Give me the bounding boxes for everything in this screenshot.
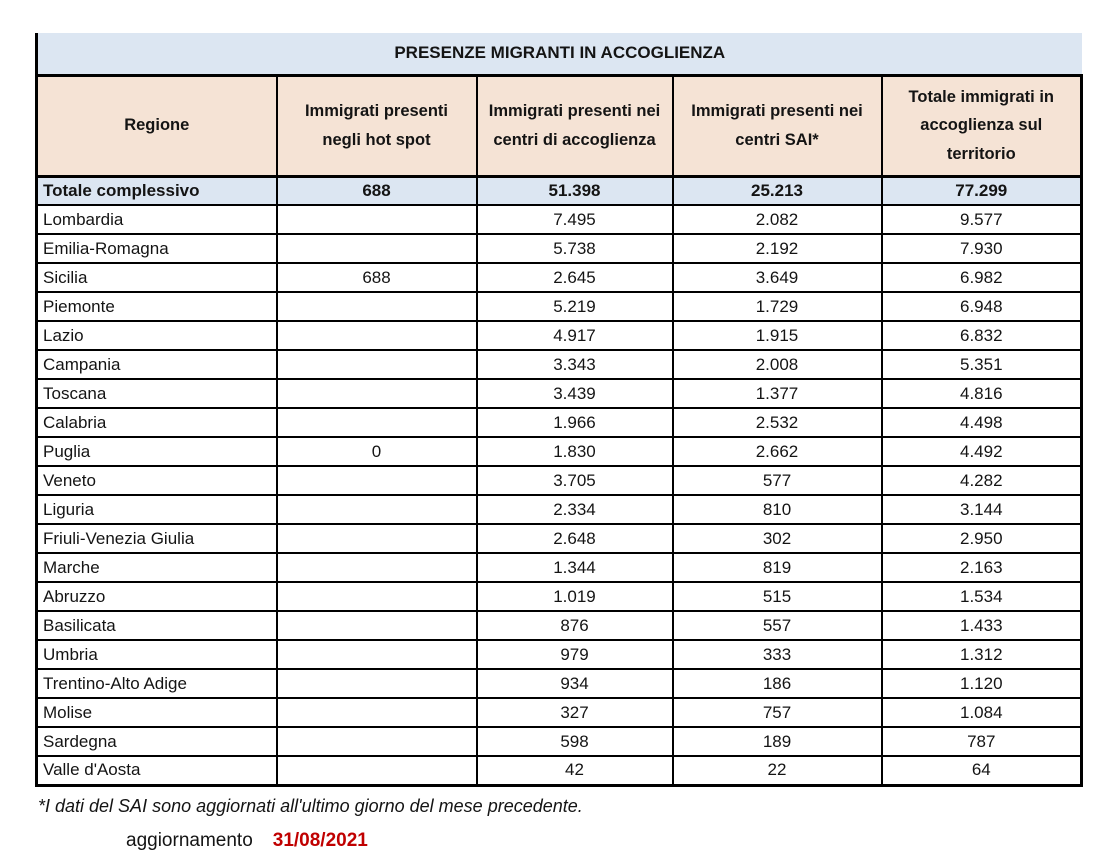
centri-value: 3.343 (477, 350, 673, 379)
table-row (37, 437, 1082, 466)
totale-value: 4.492 (882, 437, 1082, 466)
table-row (37, 379, 1082, 408)
centri-value: 3.439 (477, 379, 673, 408)
migrants-table (35, 33, 1083, 787)
footnote: *I dati del SAI sono aggiornati all'ultimo giorno del mese precedente. (38, 796, 583, 816)
table-row (37, 640, 1082, 669)
hot-spot-value (277, 611, 477, 640)
total-centri-value: 51.398 (477, 176, 673, 205)
hot-spot-value (277, 350, 477, 379)
hot-spot-value (277, 205, 477, 234)
hot-spot-value (277, 553, 477, 582)
sai-value: 2.192 (673, 234, 882, 263)
region-name: Puglia (37, 437, 277, 466)
centri-value: 2.334 (477, 495, 673, 524)
table-row (37, 205, 1082, 234)
sai-value: 189 (673, 727, 882, 756)
centri-value: 5.738 (477, 234, 673, 263)
sai-value: 557 (673, 611, 882, 640)
region-name: Liguria (37, 495, 277, 524)
centri-value: 42 (477, 756, 673, 785)
totale-value: 9.577 (882, 205, 1082, 234)
sai-value: 333 (673, 640, 882, 669)
totale-value: 1.120 (882, 669, 1082, 698)
region-name: Sardegna (37, 727, 277, 756)
totale-value: 2.950 (882, 524, 1082, 553)
hot-spot-value: 688 (277, 263, 477, 292)
hot-spot-value (277, 669, 477, 698)
region-name: Piemonte (37, 292, 277, 321)
sai-value: 2.008 (673, 350, 882, 379)
hot-spot-value (277, 292, 477, 321)
table-row (37, 408, 1082, 437)
totale-value: 6.832 (882, 321, 1082, 350)
region-name: Toscana (37, 379, 277, 408)
totale-value: 1.084 (882, 698, 1082, 727)
sai-value: 1.729 (673, 292, 882, 321)
column-header-regione: Regione (37, 75, 277, 176)
centri-value: 3.705 (477, 466, 673, 495)
table-row (37, 466, 1082, 495)
table-row (37, 582, 1082, 611)
hot-spot-value (277, 582, 477, 611)
hot-spot-value (277, 640, 477, 669)
region-name: Lazio (37, 321, 277, 350)
table-row (37, 669, 1082, 698)
table-row (37, 756, 1082, 785)
total-row-label: Totale complessivo (37, 176, 277, 205)
region-name: Calabria (37, 408, 277, 437)
centri-value: 7.495 (477, 205, 673, 234)
hot-spot-value (277, 466, 477, 495)
totale-value: 6.982 (882, 263, 1082, 292)
totale-value: 5.351 (882, 350, 1082, 379)
sai-value: 819 (673, 553, 882, 582)
sai-value: 1.915 (673, 321, 882, 350)
totale-value: 4.282 (882, 466, 1082, 495)
table-row (37, 698, 1082, 727)
hot-spot-value (277, 524, 477, 553)
totale-value: 6.948 (882, 292, 1082, 321)
centri-value: 1.966 (477, 408, 673, 437)
centri-value: 876 (477, 611, 673, 640)
region-name: Molise (37, 698, 277, 727)
centri-value: 979 (477, 640, 673, 669)
sai-value: 2.532 (673, 408, 882, 437)
centri-value: 1.344 (477, 553, 673, 582)
hot-spot-value (277, 321, 477, 350)
totale-value: 7.930 (882, 234, 1082, 263)
region-name: Sicilia (37, 263, 277, 292)
table-row (37, 234, 1082, 263)
totale-value: 4.498 (882, 408, 1082, 437)
region-name: Basilicata (37, 611, 277, 640)
hot-spot-value (277, 727, 477, 756)
sai-value: 515 (673, 582, 882, 611)
centri-value: 5.219 (477, 292, 673, 321)
column-header-hot-spot: Immigrati presenti negli hot spot (277, 75, 477, 176)
total-sai-value: 25.213 (673, 176, 882, 205)
hot-spot-value (277, 756, 477, 785)
title-row (37, 33, 1082, 75)
update-line (126, 830, 368, 852)
centri-value: 4.917 (477, 321, 673, 350)
sai-value: 186 (673, 669, 882, 698)
totale-value: 3.144 (882, 495, 1082, 524)
region-name: Friuli-Venezia Giulia (37, 524, 277, 553)
sai-value: 2.082 (673, 205, 882, 234)
column-header-totale: Totale immigrati in accoglienza sul territorio (882, 75, 1082, 176)
centri-value: 1.019 (477, 582, 673, 611)
sai-value: 1.377 (673, 379, 882, 408)
table-row (37, 727, 1082, 756)
centri-value: 2.645 (477, 263, 673, 292)
region-name: Campania (37, 350, 277, 379)
sai-value: 22 (673, 756, 882, 785)
region-name: Valle d'Aosta (37, 756, 277, 785)
table-row (37, 553, 1082, 582)
sai-value: 577 (673, 466, 882, 495)
sai-value: 302 (673, 524, 882, 553)
update-date: 31/08/2021 (272, 830, 368, 851)
region-name: Umbria (37, 640, 277, 669)
table-row (37, 524, 1082, 553)
totale-value: 2.163 (882, 553, 1082, 582)
hot-spot-value (277, 379, 477, 408)
centri-value: 598 (477, 727, 673, 756)
table-row (37, 321, 1082, 350)
hot-spot-value: 0 (277, 437, 477, 466)
hot-spot-value (277, 495, 477, 524)
centri-value: 1.830 (477, 437, 673, 466)
centri-value: 327 (477, 698, 673, 727)
region-name: Abruzzo (37, 582, 277, 611)
hot-spot-value (277, 234, 477, 263)
table-row (37, 263, 1082, 292)
sai-value: 810 (673, 495, 882, 524)
region-name: Marche (37, 553, 277, 582)
total-row (37, 176, 1082, 205)
hot-spot-value (277, 698, 477, 727)
table-title: PRESENZE MIGRANTI IN ACCOGLIENZA (37, 33, 1082, 75)
centri-value: 934 (477, 669, 673, 698)
sai-value: 757 (673, 698, 882, 727)
table-row (37, 611, 1082, 640)
sai-value: 2.662 (673, 437, 882, 466)
totale-value: 1.433 (882, 611, 1082, 640)
column-header-centri: Immigrati presenti nei centri di accoglienza (477, 75, 673, 176)
totale-value: 787 (882, 727, 1082, 756)
update-label: aggiornamento (126, 830, 253, 851)
totale-value: 64 (882, 756, 1082, 785)
totale-value: 1.534 (882, 582, 1082, 611)
table-row (37, 495, 1082, 524)
sai-value: 3.649 (673, 263, 882, 292)
table-row (37, 350, 1082, 379)
column-header-sai: Immigrati presenti nei centri SAI* (673, 75, 882, 176)
total-hot-spot-value: 688 (277, 176, 477, 205)
region-name: Lombardia (37, 205, 277, 234)
total-totale-value: 77.299 (882, 176, 1082, 205)
totale-value: 1.312 (882, 640, 1082, 669)
region-name: Trentino-Alto Adige (37, 669, 277, 698)
header-row (37, 75, 1082, 176)
region-name: Veneto (37, 466, 277, 495)
hot-spot-value (277, 408, 477, 437)
region-name: Emilia-Romagna (37, 234, 277, 263)
table-row (37, 292, 1082, 321)
centri-value: 2.648 (477, 524, 673, 553)
totale-value: 4.816 (882, 379, 1082, 408)
